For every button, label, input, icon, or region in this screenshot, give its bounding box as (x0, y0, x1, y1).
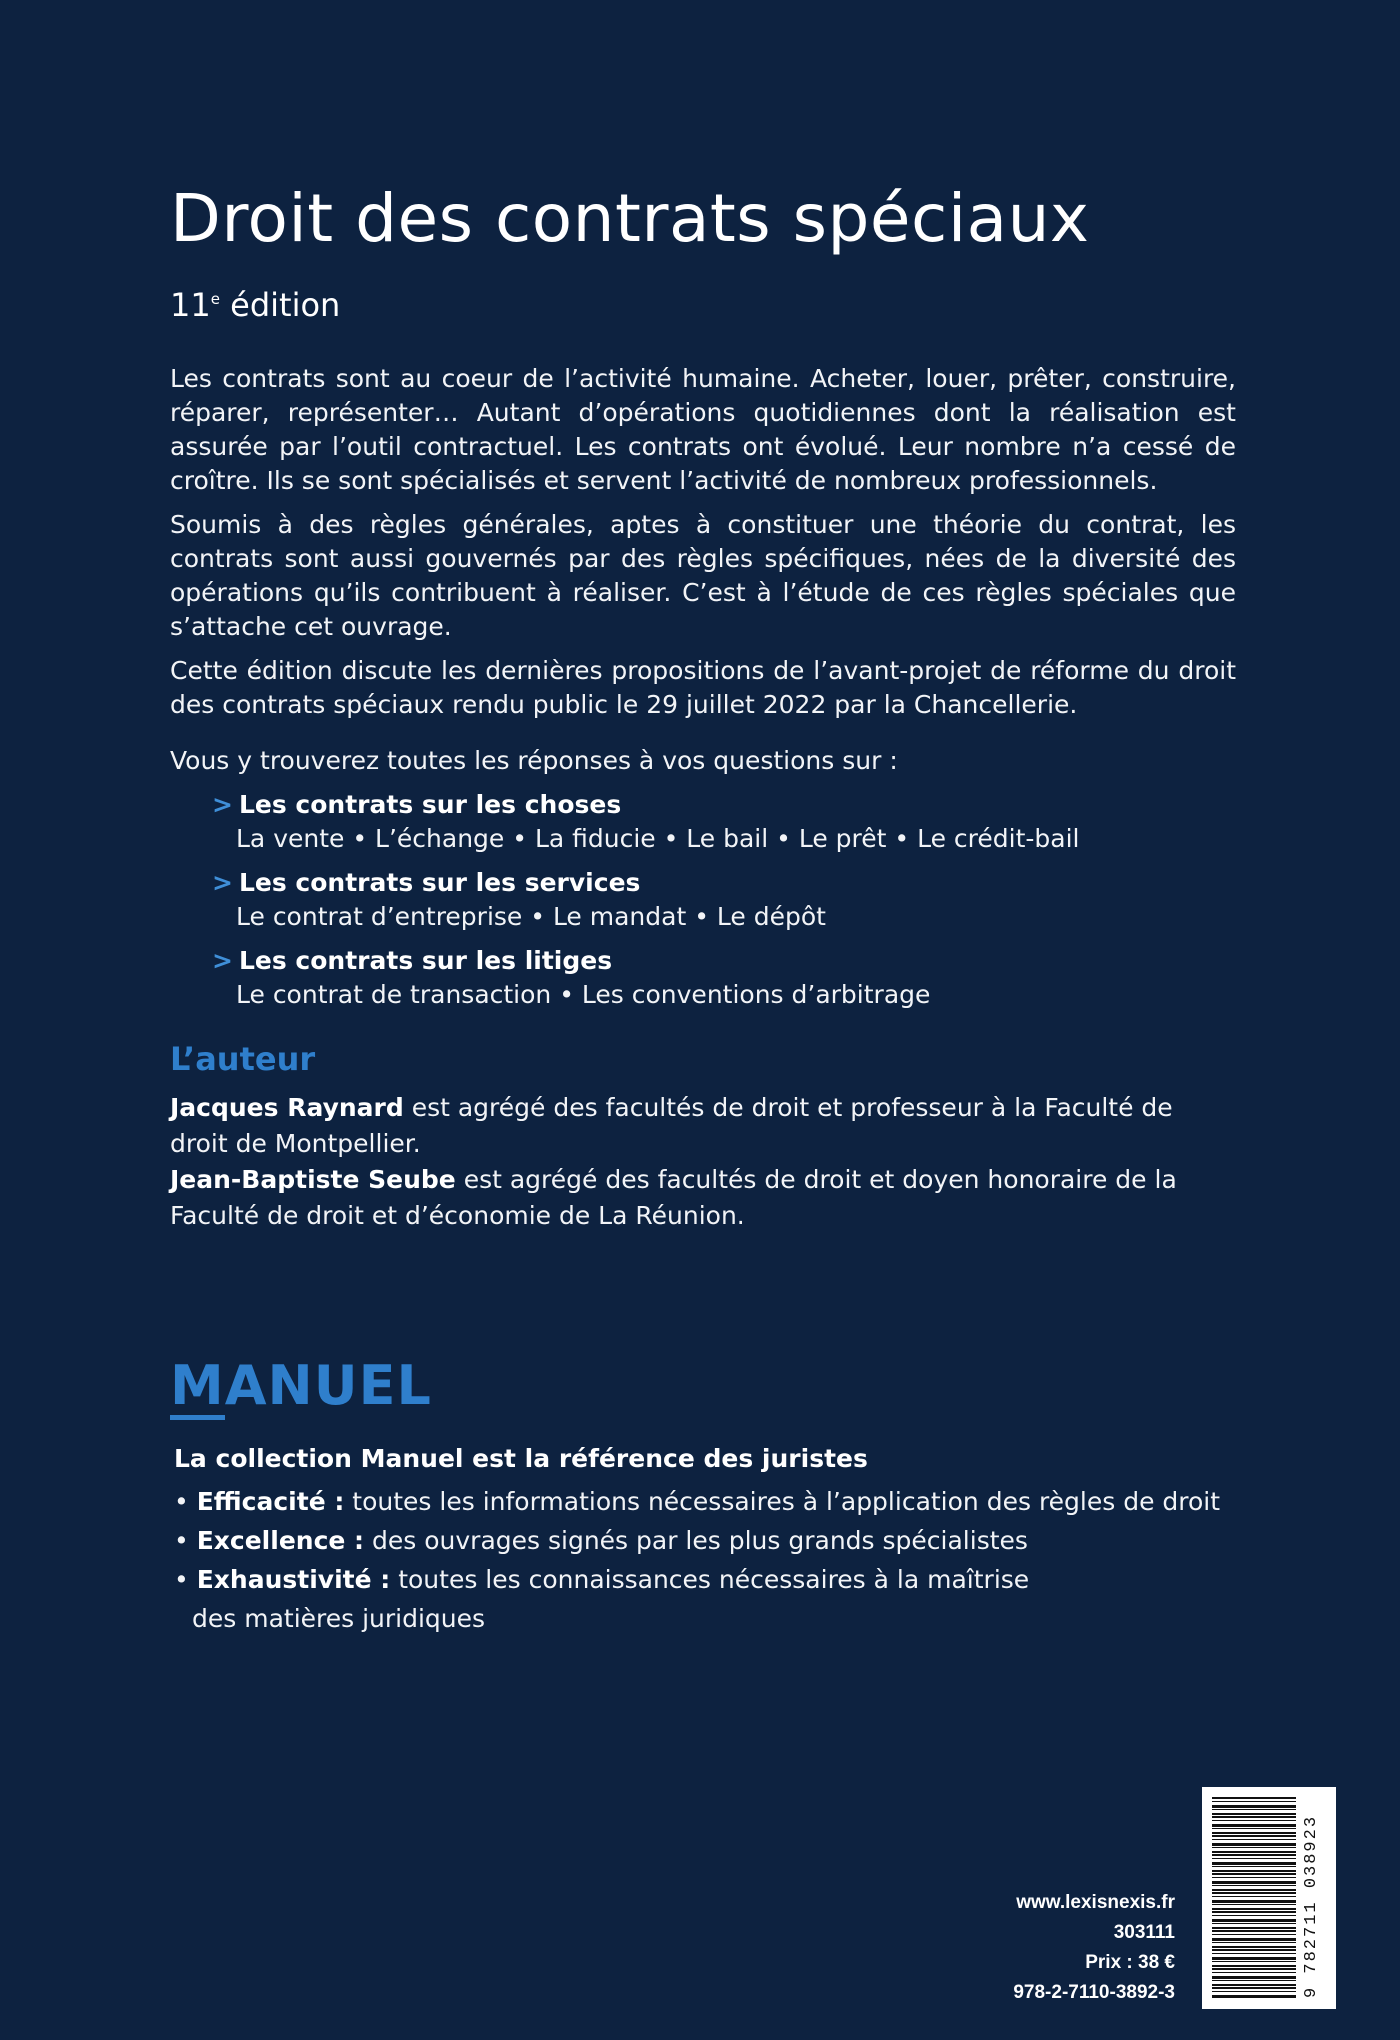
point-label: Efficacité : (196, 1487, 345, 1516)
author-name: Jacques Raynard (170, 1093, 404, 1122)
collection-point-continuation: des matières juridiques (192, 1604, 486, 1633)
topic-heading-label: Les contrats sur les litiges (238, 946, 613, 975)
topics-intro: Vous y trouverez toutes les réponses à vos questions sur : (170, 746, 898, 775)
book-title: Droit des contrats spéciaux (170, 180, 1090, 257)
logo-initial: M (170, 1357, 225, 1420)
collection-points (174, 1482, 1220, 1638)
edition-suffix: e (210, 290, 220, 308)
point-text: toutes les informations nécessaires à l’application des règles de droit (344, 1487, 1221, 1516)
collection-point (174, 1482, 1220, 1521)
topic-heading (212, 944, 1079, 978)
edition-line (170, 286, 340, 324)
description (170, 362, 1236, 732)
point-label: Excellence : (196, 1526, 365, 1555)
edition-word: édition (230, 286, 341, 324)
topic-heading (212, 866, 1079, 900)
author-description: est agrégé des facultés de droit et doyen honoraire de la Faculté de droit et d’économie de La Réunion. (170, 1165, 1177, 1230)
publisher-info (1013, 1888, 1175, 2008)
manuel-logo (170, 1354, 432, 1420)
description-paragraph: Cette édition discute les dernières propositions de l’avant-projet de réforme du droit des contrats spéciaux rendu public le 29 juillet 2022 par la Chancellerie. (170, 656, 1236, 719)
collection-point (174, 1560, 1220, 1599)
topic-heading-label: Les contrats sur les choses (238, 790, 622, 819)
chevron-right-icon: > (212, 946, 233, 975)
author-description: est agrégé des facultés de droit et professeur à la Faculté de droit de Montpellier. (170, 1093, 1173, 1158)
collection-heading: La collection Manuel est la référence des juristes (174, 1444, 868, 1473)
barcode-number: 9 782711 038923 (1302, 1814, 1321, 1998)
collection-point (174, 1521, 1220, 1560)
product-code: 303111 (1113, 1922, 1175, 1943)
description-paragraph: Soumis à des règles générales, aptes à constituer une théorie du contrat, les contrats sont aussi gouvernés par des règles spécifiques, nées de la diversité des opérations qu’ils contribuent à réaliser. C’est à l’étude de ces règles spéciales que s’attache cet ouvrage. (170, 510, 1236, 641)
topic-litiges (212, 944, 1079, 1012)
bullet-icon: • (174, 1565, 189, 1594)
topic-choses (212, 788, 1079, 856)
topic-heading-label: Les contrats sur les services (238, 868, 641, 897)
isbn: 978-2-7110-3892-3 (1013, 1982, 1175, 2003)
price: Prix : 38 € (1085, 1952, 1175, 1973)
topic-items: La vente • L’échange • La fiducie • Le bail • Le prêt • Le crédit-bail (236, 824, 1080, 853)
edition-number: 11 (170, 286, 211, 324)
point-text: des ouvrages signés par les plus grands spécialistes (364, 1526, 1028, 1555)
barcode (1202, 1787, 1336, 2009)
author-heading: L’auteur (170, 1040, 316, 1078)
barcode-bars-icon (1212, 1797, 1296, 1999)
topic-services (212, 866, 1079, 934)
author-bios (170, 1090, 1236, 1234)
description-paragraph: Les contrats sont au coeur de l’activité humaine. Acheter, louer, prêter, construire, réparer, représenter… Autant d’opérations quotidiennes dont la réalisation est assurée par l’outil contractuel. Les contrats ont évolué. Leur nombre n’a cessé de croître. Ils se sont spécialisés et servent l’activité de nombreux professionnels. (170, 364, 1236, 495)
logo-rest: ANUEL (224, 1354, 432, 1417)
topic-items: Le contrat de transaction • Les conventions d’arbitrage (236, 980, 931, 1009)
author-bio (170, 1162, 1236, 1234)
author-name: Jean-Baptiste Seube (170, 1165, 456, 1194)
bullet-icon: • (174, 1526, 189, 1555)
chevron-right-icon: > (212, 868, 233, 897)
chevron-right-icon: > (212, 790, 233, 819)
bullet-icon: • (174, 1487, 189, 1516)
point-text: toutes les connaissances nécessaires à la maîtrise (390, 1565, 1030, 1594)
topic-heading (212, 788, 1079, 822)
publisher-website: www.lexisnexis.fr (1016, 1892, 1175, 1913)
topics-list (212, 788, 1079, 1022)
author-bio (170, 1090, 1236, 1162)
point-label: Exhaustivité : (196, 1565, 391, 1594)
topic-items: Le contrat d’entreprise • Le mandat • Le dépôt (236, 902, 826, 931)
